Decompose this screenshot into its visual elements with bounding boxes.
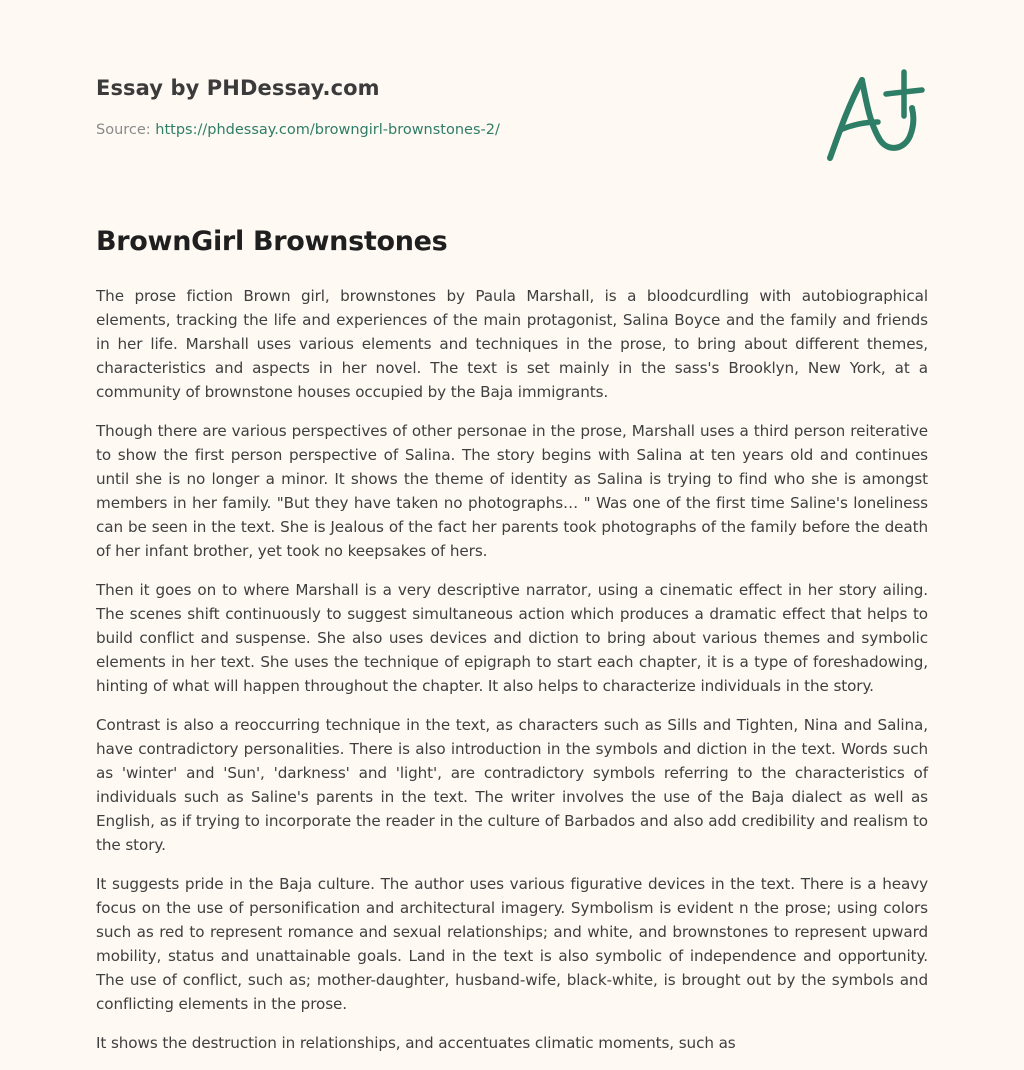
site-brand: Essay by PHDessay.com: [96, 76, 380, 100]
essay-paragraph: It shows the destruction in relationships, and accentuates climatic moments, such as: [96, 1034, 736, 1052]
source-link[interactable]: https://phdessay.com/browngirl-brownstones-2/: [155, 122, 500, 138]
essay-header: [96, 76, 796, 138]
a-plus-logo-icon: [818, 66, 930, 166]
essay-paragraph: It suggests pride in the Baja culture. The author uses various figurative devices in the text. There is a heavy focus on the use of personification and architectural imagery. Symbolism is evident n the prose; using colors such as red to represent romance and sexual relationships; and white, and brownstones to represent upward mobility, status and unattainable goals. Land in the text is also symbolic of independence and opportunity. The use of conflict, such as; mother-daughter, husband-wife, black-white, is brought out by the symbols and conflicting elements in the prose.: [96, 875, 928, 1013]
source-label: Source:: [96, 122, 156, 138]
essay-paragraph: Then it goes on to where Marshall is a very descriptive narrator, using a cinematic effect in her story ailing. The scenes shift continuously to suggest simultaneous action which produces a dramatic effect that helps to build conflict and suspense. She also uses devices and diction to bring about various themes and symbolic elements in her text. She uses the technique of epigraph to start each chapter, it is a type of foreshadowing, hinting of what will happen throughout the chapter. It also helps to characterize individuals in the story.: [96, 581, 928, 695]
essay-paragraph: The prose fiction Brown girl, brownstones by Paula Marshall, is a bloodcurdling with autobiographical elements, tracking the life and experiences of the main protagonist, Salina Boyce and the family and friends in her life. Marshall uses various elements and techniques in the prose, to bring about different themes, characteristics and aspects in her novel. The text is set mainly in the sass's Brooklyn, New York, at a community of brownstone houses occupied by the Baja immigrants.: [96, 287, 928, 401]
essay-title: BrownGirl Brownstones: [96, 226, 448, 257]
essay-body: [96, 284, 928, 1070]
essay-paragraph: Contrast is also a reoccurring technique in the text, as characters such as Sills and Tighten, Nina and Salina, have contradictory personalities. There is also introduction in the symbols and diction in the text. Words such as 'winter' and 'Sun', 'darkness' and 'light', are contradictory symbols referring to the characteristics of individuals such as Saline's parents in the text. The writer involves the use of the Baja dialect as well as English, as if trying to incorporate the reader in the culture of Barbados and also add credibility and realism to the story.: [96, 716, 928, 854]
essay-paragraph: Though there are various perspectives of other personae in the prose, Marshall uses a third person reiterative to show the first person perspective of Salina. The story begins with Salina at ten years old and continues until she is no longer a minor. It shows the theme of identity as Salina is trying to find who she is amongst members in her family. "But they have taken no photographs… " Was one of the first time Saline's loneliness can be seen in the text. She is Jealous of the fact her parents took photographs of the family before the death of her infant brother, yet took no keepsakes of hers.: [96, 422, 928, 560]
source-line: [96, 122, 796, 138]
